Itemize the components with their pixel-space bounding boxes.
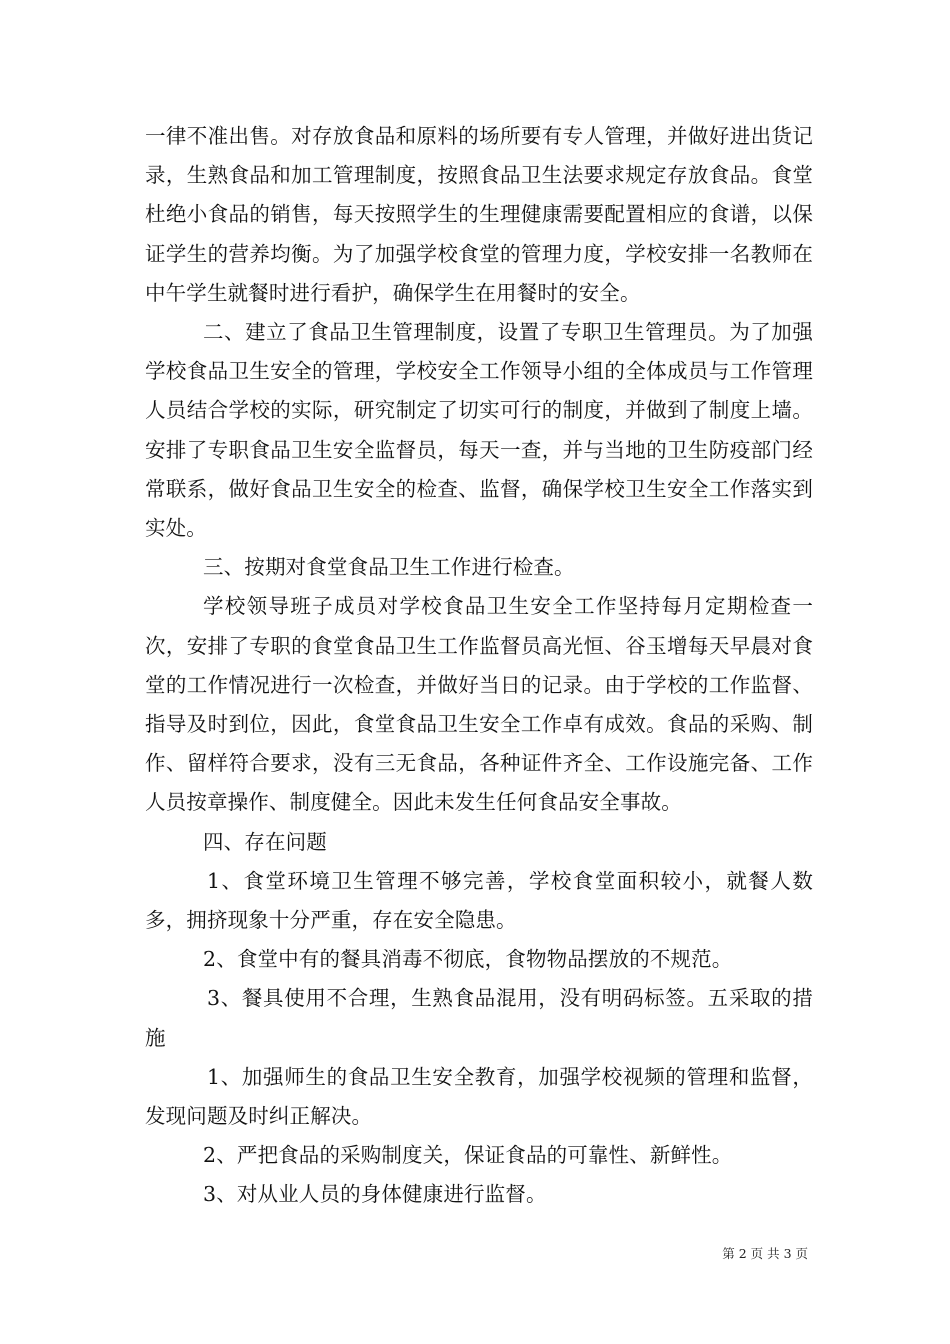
paragraph-6-problem-1: 1、食堂环境卫生管理不够完善，学校食堂面积较小，就餐人数多，拥挤现象十分严重，存在安全隐患。 — [145, 868, 813, 933]
paragraph-10-measure-2: 2、严把食品的采购制度关，保证食品的可靠性、新鲜性。 — [203, 1143, 733, 1168]
paragraph-2-section-two: 二、建立了食品卫生管理制度，设置了专职卫生管理员。为了加强学校食品卫生安全的管理，学校安全工作领导小组的全体成员与工作管理人员结合学校的实际，研究制定了切实可行的制度，并做到了制度上墙。安排了专职食品卫生安全监督员，每天一查，并与当地的卫生防疫部门经常联系，做好食品卫生安全的检查、监督，确保学校卫生安全工作落实到实处。 — [145, 320, 813, 541]
paragraph-11-measure-3: 3、对从业人员的身体健康进行监督。 — [203, 1182, 547, 1207]
paragraph-7-problem-2: 2、食堂中有的餐具消毒不彻底，食物物品摆放的不规范。 — [203, 947, 733, 972]
paragraph-4-inspection: 学校领导班子成员对学校食品卫生安全工作坚持每月定期检查一次，安排了专职的食堂食品卫生工作监督员高光恒、谷玉增每天早晨对食堂的工作情况进行一次检查，并做好当日的记录。由于学校的工作监督、指导及时到位，因此，食堂食品卫生安全工作卓有成效。食品的采购、制作、留样符合要求，没有三无食品，各种证件齐全、工作设施完备、工作人员按章操作、制度健全。因此未发生任何食品安全事故。 — [145, 594, 813, 815]
paragraph-5-section-four-heading: 四、存在问题 — [203, 829, 327, 854]
document-body — [145, 117, 813, 1215]
paragraph-9-measure-1: 1、加强师生的食品卫生安全教育，加强学校视频的管理和监督，发现问题及时纠正解决。 — [145, 1064, 813, 1129]
paragraph-3-section-three-heading: 三、按期对食堂食品卫生工作进行检查。 — [203, 555, 575, 580]
paragraph-1: 一律不准出售。对存放食品和原料的场所要有专人管理，并做好进出货记录，生熟食品和加工管理制度，按照食品卫生法要求规定存放食品。食堂杜绝小食品的销售，每天按照学生的生理健康需要配置相应的食谱，以保证学生的营养均衡。为了加强学校食堂的管理力度，学校安排一名教师在中午学生就餐时进行看护，确保学生在用餐时的安全。 — [145, 124, 813, 305]
paragraph-8-problem-3: 3、餐具使用不合理，生熟食品混用，没有明码标签。五采取的措施 — [145, 986, 813, 1050]
page-number-footer: 第 2 页 共 3 页 — [722, 1246, 808, 1261]
